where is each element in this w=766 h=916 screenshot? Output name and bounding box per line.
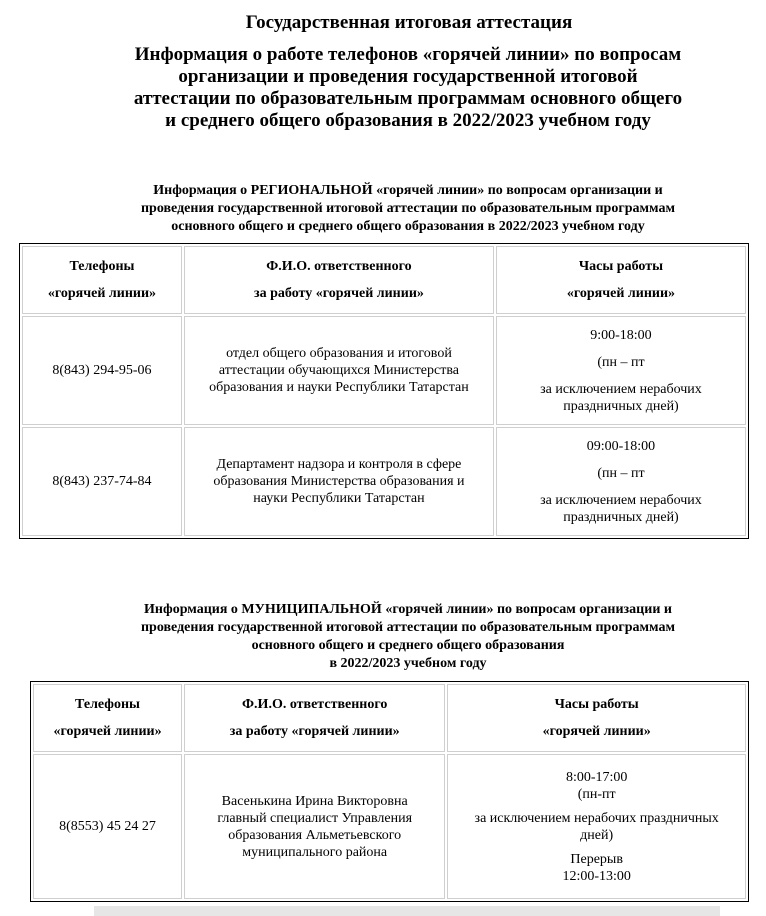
hours-days: (пн – пт <box>597 354 645 370</box>
header-phones <box>33 684 182 752</box>
header-text: Ф.И.О. ответственного <box>242 697 388 712</box>
heading-line: основного общего и среднего общего образования <box>251 638 565 653</box>
hours-days: (пн-пт <box>577 786 616 802</box>
header-text: Телефоны <box>69 259 135 274</box>
hours-time: 8:00-17:00 <box>565 769 628 785</box>
phone-number: 8(8553) 45 24 27 <box>59 819 156 834</box>
header-text: Часы работы <box>554 697 639 712</box>
header-text: «горячей линии» <box>53 724 162 739</box>
person-text: главный специалист Управления <box>217 810 413 826</box>
heading-line: основного общего и среднего общего образования в 2022/2023 учебном году <box>171 219 645 234</box>
phone-cell <box>22 427 182 536</box>
header-text: за работу «горячей линии» <box>253 286 424 301</box>
regional-heading <box>80 182 736 236</box>
person-text: Васенькина Ирина Викторовна <box>221 793 408 809</box>
header-hours <box>496 246 746 314</box>
subtitle-line: Информация о работе телефонов «горячей линии» по вопросам <box>134 44 682 65</box>
hours-cell <box>496 316 746 425</box>
table-header-row <box>22 246 746 314</box>
header-text: «горячей линии» <box>566 286 676 301</box>
hours-time: 09:00-18:00 <box>586 438 656 454</box>
person-text: отдел общего образования и итоговой <box>226 346 452 361</box>
person-text: науки Республики Татарстан <box>253 491 425 506</box>
hours-note: дней) <box>580 827 614 843</box>
table-header-row <box>33 684 746 752</box>
heading-line: в 2022/2023 учебном году <box>329 656 487 671</box>
table-row <box>33 754 746 899</box>
break-label: Перерыв <box>570 851 623 867</box>
phone-cell <box>33 754 182 899</box>
hours-cell <box>447 754 746 899</box>
phone-number: 8(843) 294-95-06 <box>52 363 152 378</box>
header-person <box>184 684 445 752</box>
person-text: образования Министерства образования и <box>213 474 465 489</box>
person-text: муниципального района <box>242 844 388 860</box>
heading-line: проведения государственной итоговой аттестации по образовательным программам <box>140 201 675 216</box>
phone-number: 8(843) 237-74-84 <box>52 474 152 489</box>
hours-note: за исключением нерабочих <box>540 381 702 397</box>
person-cell <box>184 316 494 425</box>
subtitle-line: аттестации по образовательным программам основного общего <box>133 88 683 109</box>
hours-days: (пн – пт <box>597 465 645 481</box>
header-hours <box>447 684 746 752</box>
subtitle-line: организации и проведения государственной итоговой <box>178 66 638 87</box>
hours-time: 9:00-18:00 <box>590 327 652 343</box>
header-text: за работу «горячей линии» <box>229 724 400 739</box>
person-text: Департамент надзора и контроля в сфере <box>216 457 462 472</box>
hours-note: праздничных дней) <box>563 398 679 414</box>
table-row <box>22 316 746 425</box>
person-cell <box>184 427 494 536</box>
header-person <box>184 246 494 314</box>
header-phones <box>22 246 182 314</box>
break-time: 12:00-13:00 <box>562 868 631 884</box>
bottom-scroll-area <box>94 906 720 916</box>
hours-note: за исключением нерабочих <box>540 492 702 508</box>
header-text: Часы работы <box>578 259 664 274</box>
municipal-heading <box>80 601 736 673</box>
page-subtitle <box>80 44 736 132</box>
subtitle-line: и среднего общего образования в 2022/2023 учебном году <box>165 110 651 131</box>
page-title: Государственная итоговая аттестация <box>245 12 573 33</box>
heading-line: Информация о РЕГИОНАЛЬНОЙ «горячей линии» по вопросам организации и <box>153 183 663 198</box>
heading-line: проведения государственной итоговой аттестации по образовательным программам <box>140 620 675 635</box>
person-text: образования и науки Республики Татарстан <box>209 380 469 395</box>
header-text: Телефоны <box>75 697 140 712</box>
regional-table <box>19 243 749 539</box>
person-cell <box>184 754 445 899</box>
header-text: «горячей линии» <box>542 724 651 739</box>
person-text: образования Альметьевского <box>228 827 402 843</box>
phone-cell <box>22 316 182 425</box>
hours-cell <box>496 427 746 536</box>
header-text: Ф.И.О. ответственного <box>266 259 412 274</box>
header-text: «горячей линии» <box>47 286 157 301</box>
hours-note: за исключением нерабочих праздничных <box>474 810 719 826</box>
municipal-table <box>30 681 749 902</box>
heading-line: Информация о МУНИЦИПАЛЬНОЙ «горячей линии» по вопросам организации и <box>144 602 672 617</box>
person-text: аттестации обучающихся Министерства <box>218 363 459 378</box>
hours-note: праздничных дней) <box>563 509 679 525</box>
table-row <box>22 427 746 536</box>
